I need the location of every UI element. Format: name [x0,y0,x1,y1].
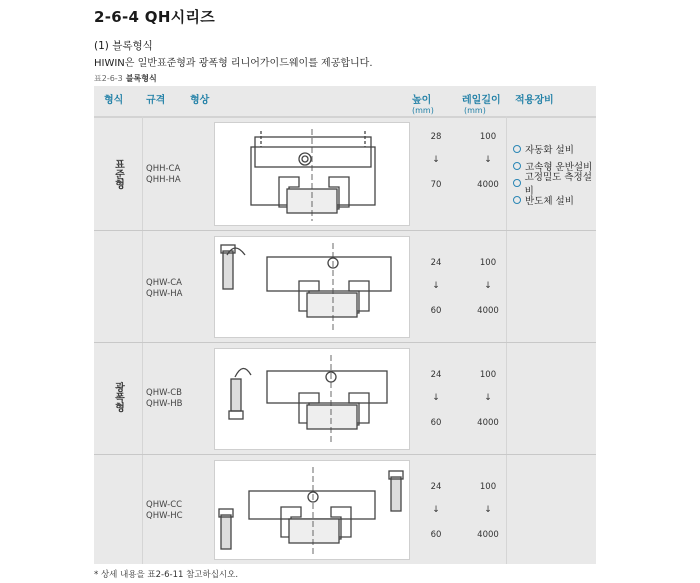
intro-text: HIWIN은 일반표준형과 광폭형 리니어가이드웨이를 제공합니다. [94,58,373,69]
bullet-icon [513,179,521,187]
model-code: QHW-HB [146,399,183,409]
col-type: 형식 [104,95,124,106]
block-type-table [94,86,596,564]
height-max: 60 [430,418,442,428]
height-min: 24 [430,370,442,380]
block-drawing-svg [215,237,409,337]
model-code: QHW-CA [146,278,182,288]
bullet-icon [513,196,521,204]
table-row [94,344,596,455]
caption-title: 블록형식 [125,74,157,83]
block-drawing-svg [215,123,409,225]
col-shape: 형상 [190,95,210,106]
application-label: 고정밀도 측정설비 [524,171,592,197]
model-code: QHH-CA [146,164,181,174]
rail-min: 100 [479,258,497,268]
model-codes [146,278,192,300]
group-standard: 표준형 [112,159,124,189]
col-application: 적용장비 [515,95,554,106]
caption-number: 표2-6-3 [94,74,123,83]
application-label: 반도체 설비 [525,195,574,207]
rail-min: 100 [479,370,497,380]
list-item [513,140,596,157]
table-caption [94,73,157,84]
table-row [94,232,596,343]
rail-max: 4000 [477,306,499,316]
model-codes [146,500,192,522]
block-drawing [214,122,410,226]
rail-max: 4000 [477,418,499,428]
height-arrow: ↓ [432,281,440,291]
block-drawing [214,460,410,560]
rail-min: 100 [479,132,497,142]
block-drawing [214,348,410,450]
section-heading: 2-6-4 QH시리즈 [94,8,216,26]
sub-heading: (1) 블록형식 [94,40,153,52]
footnote: * 상세 내용을 표2-6-11 참고하십시오. [94,570,239,580]
col-height: 높이 [412,95,432,106]
col-height-unit: (mm) [412,106,434,115]
col-rail-length: 레일길이 [462,95,501,106]
height-min: 24 [430,258,442,268]
rail-arrow: ↓ [484,281,492,291]
height-max: 60 [430,530,442,540]
height-max: 70 [430,180,442,190]
height-max: 60 [430,306,442,316]
col-spec: 규격 [146,95,166,106]
rail-arrow: ↓ [484,393,492,403]
bullet-icon [513,162,521,170]
model-code: QHW-HC [146,511,183,521]
model-codes [146,164,192,186]
model-code: QHH-HA [146,175,181,185]
model-code: QHW-HA [146,289,183,299]
height-min: 24 [430,482,442,492]
rail-arrow: ↓ [484,505,492,515]
table-header [94,86,596,118]
height-min: 28 [430,132,442,142]
rail-max: 4000 [477,530,499,540]
rail-min: 100 [479,482,497,492]
block-drawing [214,236,410,338]
bullet-icon [513,145,521,153]
height-arrow: ↓ [432,155,440,165]
model-code: QHW-CB [146,388,182,398]
group-wide: 광폭형 [112,382,124,412]
height-arrow: ↓ [432,505,440,515]
col-rail-unit: (mm) [464,106,486,115]
application-list [513,140,596,208]
application-label: 고속형 운반설비 [525,161,593,173]
table-row [94,456,596,562]
model-code: QHW-CC [146,500,183,510]
block-drawing-svg [215,349,409,449]
rail-max: 4000 [477,180,499,190]
rail-arrow: ↓ [484,155,492,165]
model-codes [146,388,192,410]
height-arrow: ↓ [432,393,440,403]
block-drawing-svg [215,461,409,559]
application-label: 자동화 설비 [525,144,574,156]
list-item [513,171,596,197]
